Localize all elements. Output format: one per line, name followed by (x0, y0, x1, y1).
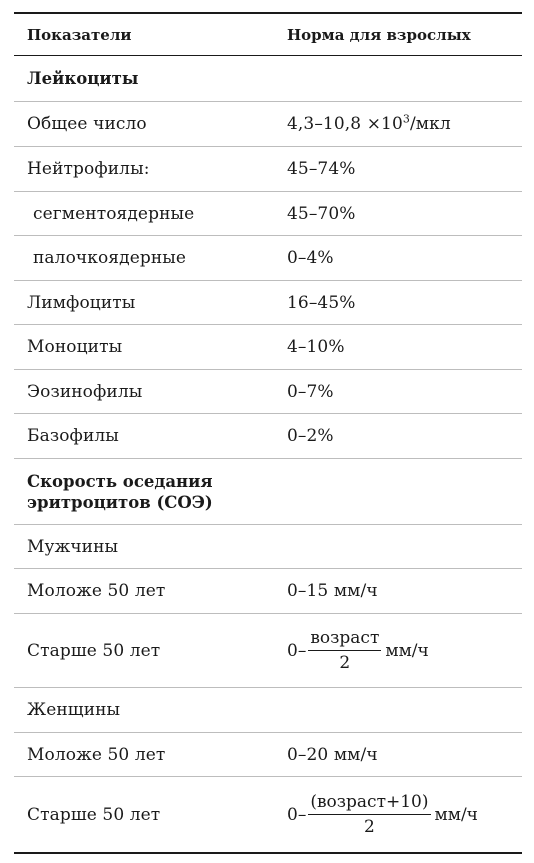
value-exponent: 3 (402, 112, 410, 126)
table-row (14, 102, 522, 147)
row-label: сегментоядерные (33, 203, 195, 224)
table-row (14, 192, 522, 236)
table-row (14, 325, 522, 370)
formula (287, 628, 429, 673)
row-label: Базофилы (27, 426, 119, 446)
table-row (14, 236, 522, 281)
fraction-numerator: возраст (308, 628, 381, 651)
formula-unit: мм/ч (385, 640, 429, 661)
row-label: Старше 50 лет (27, 640, 161, 661)
row-label: Общее число (27, 114, 147, 134)
table-row (14, 733, 522, 777)
table-row (14, 370, 522, 414)
fraction-denominator: 2 (364, 817, 375, 837)
row-label: Лимфоциты (27, 292, 136, 313)
fraction-numerator: (возраст+10) (308, 792, 430, 815)
table-row (14, 614, 522, 688)
column-header-indicators: Показатели (27, 25, 132, 44)
formula-unit: мм/ч (434, 804, 478, 825)
row-label: Моноциты (27, 337, 123, 357)
row-value (287, 114, 451, 134)
subgroup-label: Мужчины (27, 536, 119, 557)
table-row (14, 569, 522, 614)
row-label: Старше 50 лет (27, 804, 161, 825)
row-value: 16–45% (287, 292, 356, 313)
subgroup-men (14, 525, 522, 569)
row-value: 45–70% (287, 203, 356, 224)
row-label: палочкоядерные (33, 248, 187, 268)
formula (287, 792, 478, 837)
row-label: Нейтрофилы: (27, 159, 150, 179)
fraction (308, 628, 381, 673)
column-header-adult-norm: Норма для взрослых (287, 25, 471, 44)
row-value: 0–4% (287, 248, 334, 268)
table-row (14, 281, 522, 325)
row-value: 0–20 мм/ч (287, 744, 378, 765)
section-header-esr (14, 459, 522, 525)
formula-prefix: 0– (287, 640, 307, 661)
row-value: 0–2% (287, 426, 334, 446)
section-header-leukocytes (14, 56, 522, 102)
row-value: 0–7% (287, 381, 334, 402)
row-value: 45–74% (287, 159, 356, 179)
row-value: 0–15 мм/ч (287, 581, 378, 601)
subgroup-women (14, 688, 522, 733)
table-row (14, 777, 522, 854)
section-title: Лейкоциты (27, 69, 139, 88)
row-label: Моложе 50 лет (27, 744, 166, 765)
row-label: Моложе 50 лет (27, 581, 166, 601)
table-row (14, 414, 522, 459)
fraction (308, 792, 430, 837)
subgroup-label: Женщины (27, 700, 121, 720)
table-row (14, 147, 522, 192)
row-value: 4–10% (287, 337, 345, 357)
blood-norms-table (14, 12, 522, 854)
fraction-denominator: 2 (339, 653, 351, 673)
table-header (14, 12, 522, 56)
row-label: Эозинофилы (27, 381, 143, 402)
formula-prefix: 0– (287, 804, 307, 825)
section-title: Скорость оседания эритроцитов (СОЭ) (27, 471, 213, 512)
value-unit: /мкл (409, 114, 451, 134)
value-main: 4,3–10,8 ×10 (287, 114, 403, 134)
